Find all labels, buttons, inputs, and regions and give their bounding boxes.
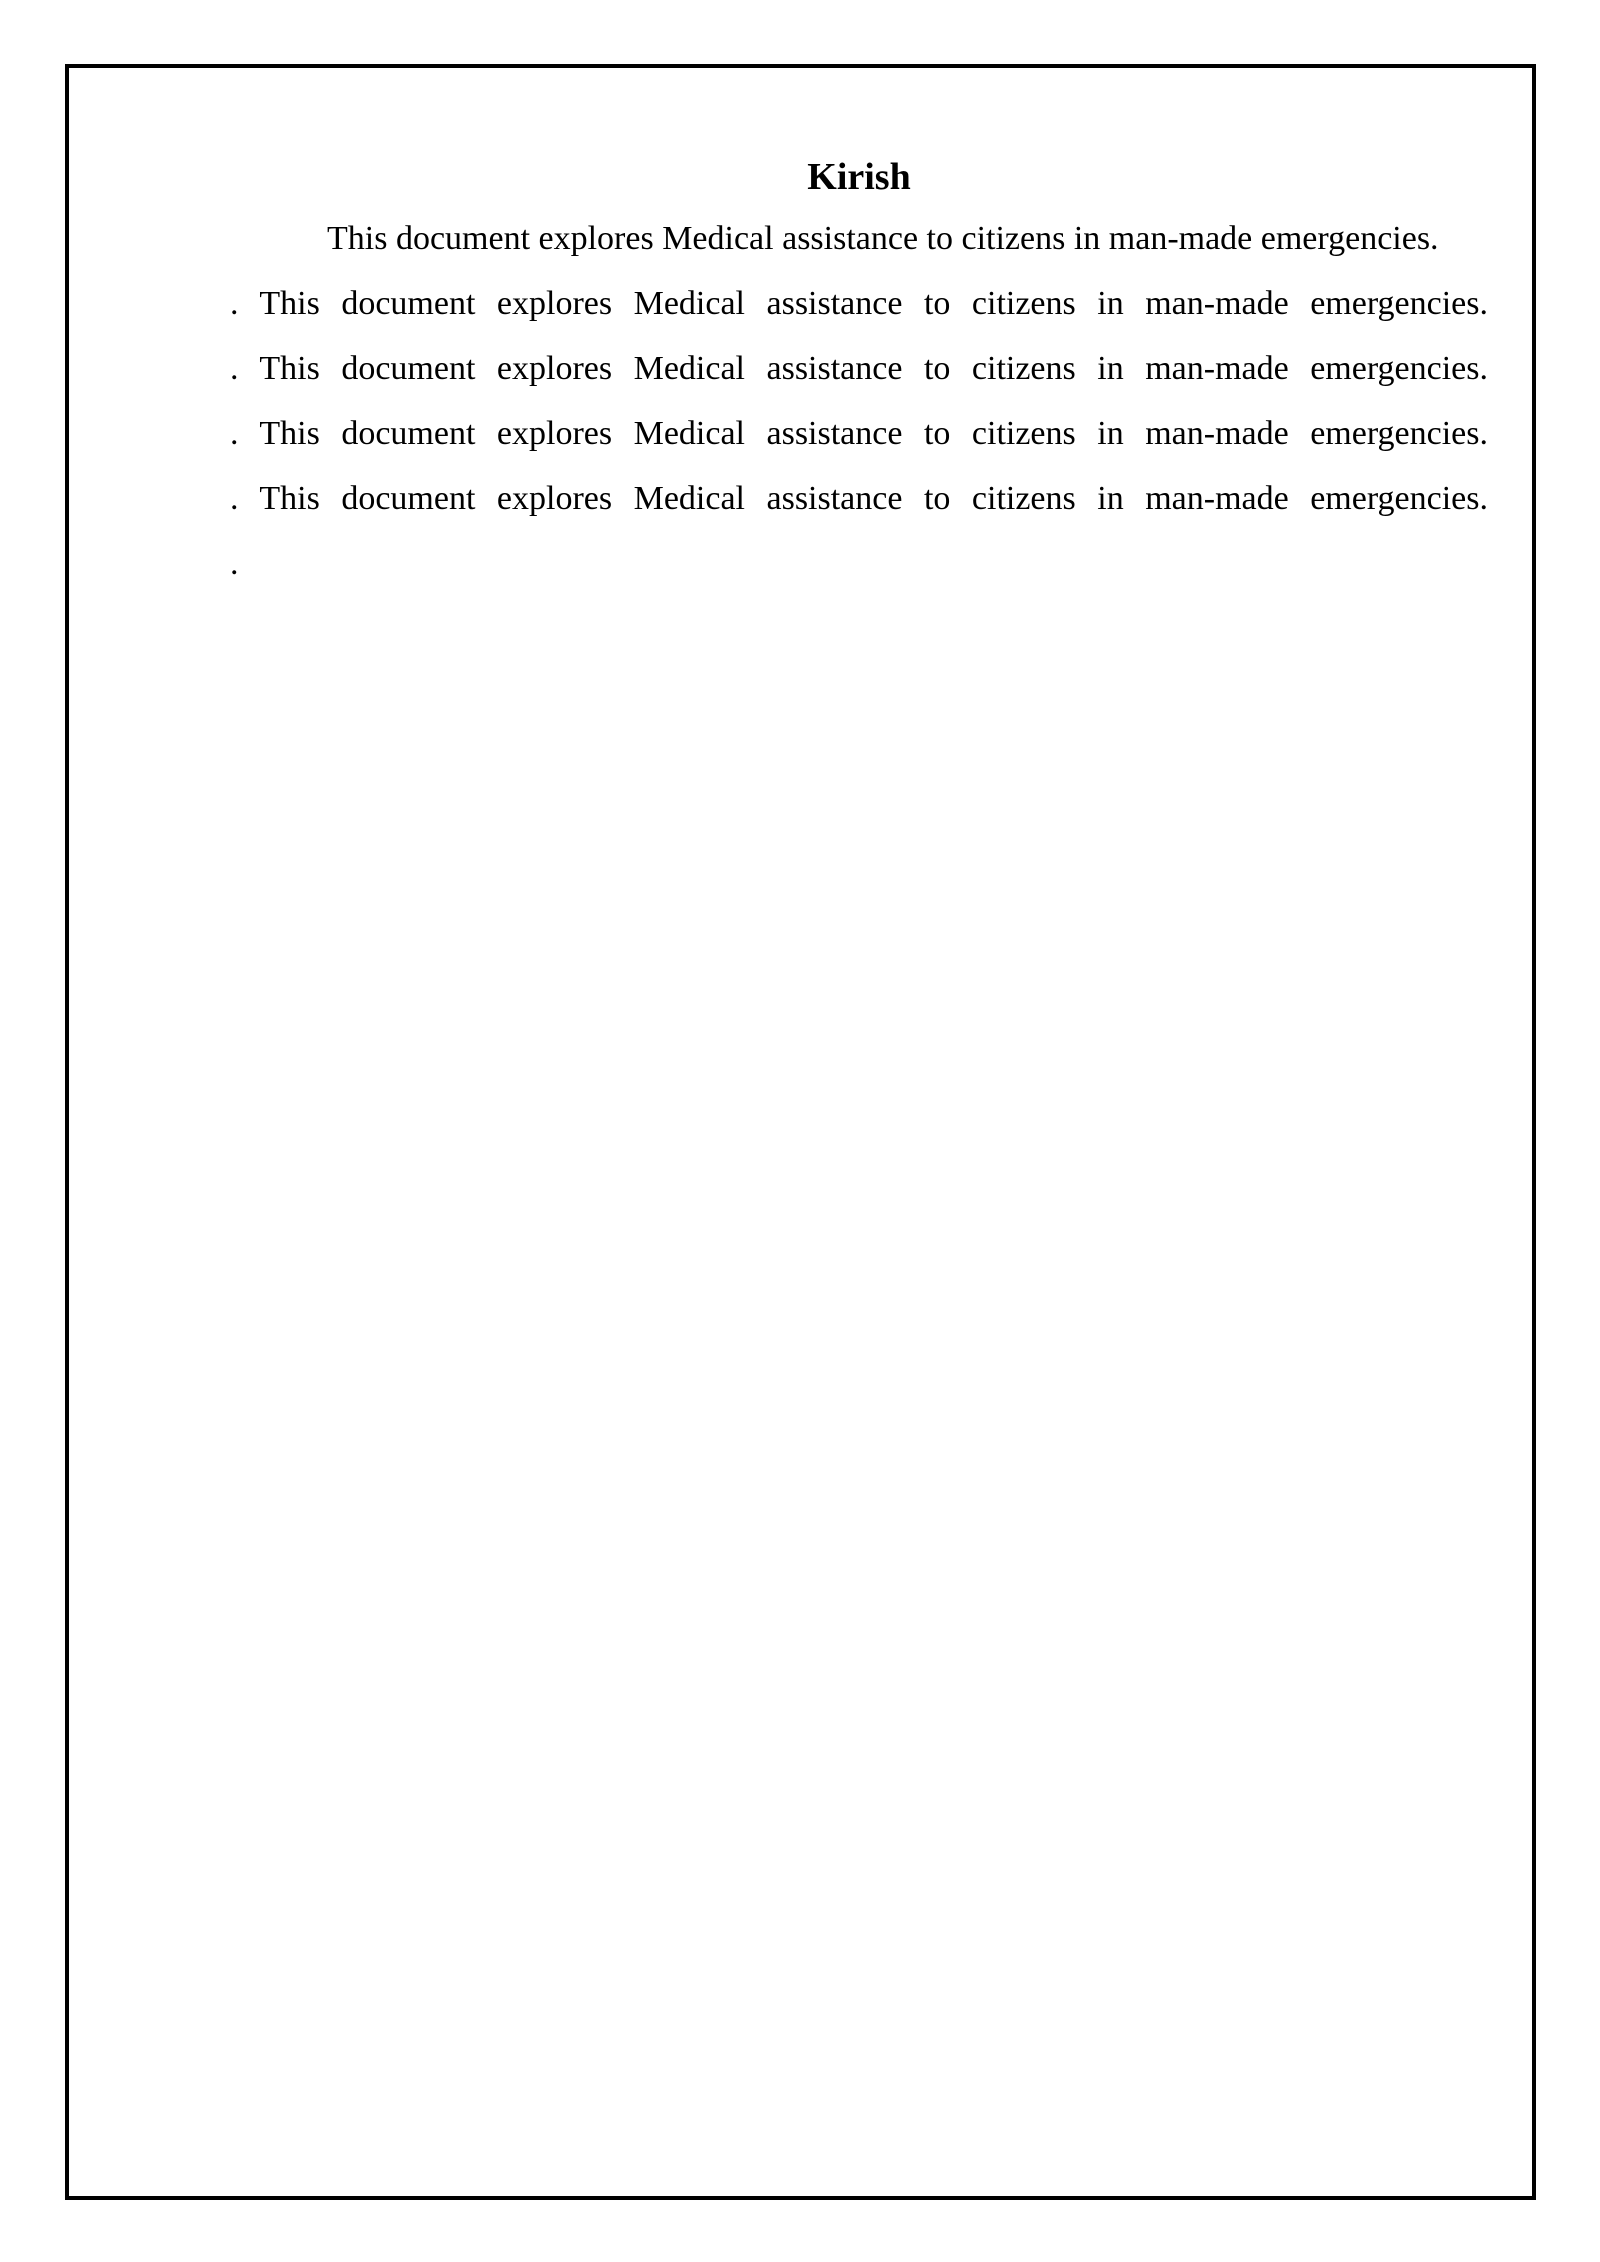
trailing-dot: . xyxy=(230,545,239,582)
document-title: Kirish xyxy=(807,156,911,198)
paragraph-3: . This document explores Medical assistance to citizens in man-made emergencies. xyxy=(230,350,1488,387)
paragraph-1: This document explores Medical assistance to citizens in man-made emergencies. xyxy=(327,220,1439,257)
paragraph-5: . This document explores Medical assistance to citizens in man-made emergencies. xyxy=(230,480,1488,517)
paragraph-4: . This document explores Medical assistance to citizens in man-made emergencies. xyxy=(230,415,1488,452)
paragraph-2: . This document explores Medical assistance to citizens in man-made emergencies. xyxy=(230,285,1488,322)
document-body xyxy=(230,150,1488,596)
